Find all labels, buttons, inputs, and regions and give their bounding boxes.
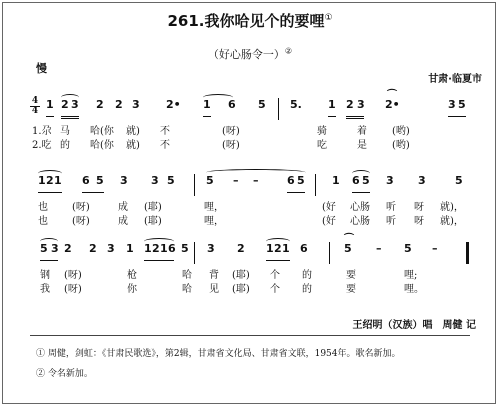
tempo-marking: 慢	[36, 62, 47, 75]
notes-row-3: 5 3 2 2 3 1 1 2 1 6 5 3 2 1 2 1 6 5 – 5 – ⌒	[32, 242, 472, 264]
performer-credit: 王绍明（汉族）唱 周健 记	[352, 320, 476, 331]
region-label: 甘肃·临夏市	[428, 74, 482, 85]
notes-row-1: 1 2 3 2 2 3 2• 1 6 5 5. 1 2 3 2• 3 5 ⌒	[32, 98, 472, 120]
footnote-divider	[30, 335, 470, 336]
time-signature: 4 4	[31, 96, 39, 116]
footnote-1: ① 周健，剑虹：《甘肃民歌选》，第2辑，甘肃省文化局、甘肃省文联，1954年。歌名新加。	[36, 349, 401, 359]
song-subtitle: （好心肠令一）②	[207, 46, 293, 61]
song-title: 261.我你哈见个的要哩①	[167, 12, 333, 30]
footnote-2: ② 令名新加。	[36, 369, 93, 379]
notes-row-2: 1 2 1 6 5 3 3 5 5 – – 6 5 1 6 5 3 3 5	[32, 174, 472, 196]
